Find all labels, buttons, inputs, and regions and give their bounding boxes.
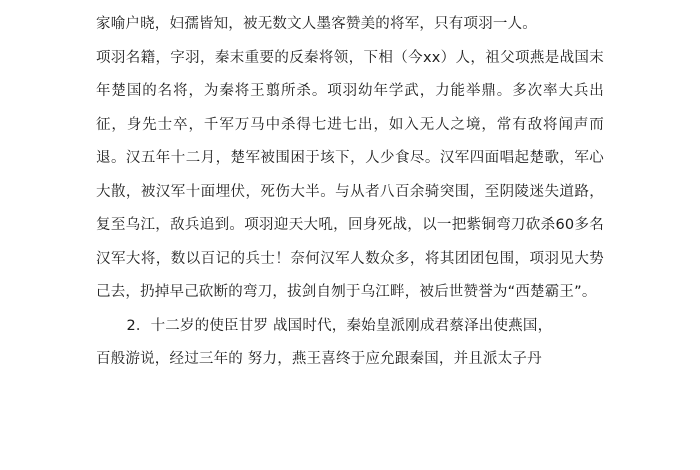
paragraph-clipped: 百般游说，经过三年的 努力，燕王喜终于应允跟秦国，并且派太子丹 <box>96 351 542 367</box>
paragraph: 家喻户晓，妇孺皆知，被无数文人墨客赞美的将军，只有项羽一人。 <box>96 16 537 32</box>
document-body <box>96 8 604 377</box>
paragraph: 2．十二岁的使臣甘罗 战国时代，秦始皇派刚成君蔡泽出使燕国， <box>126 317 553 334</box>
paragraph: 项羽名籍，字羽，秦末重要的反秦将领，下相（今xx）人，祖父项燕是战国末年楚国的名将，为秦将王翦所杀。项羽幼年学武，力能举鼎。多次率大兵出征，身先士卒，千军万马中杀得七进七出，如入无人之境，常有敌将闻声而退。汉五年十二月，楚军被围困于垓下，人少食尽。汉军四面唱起楚歌，军心大散，被汉军十面埋伏，死伤大半。与从者八百余骑突围，至阴陵迷失道路，复至乌江，敌兵追到。项羽迎天大吼，回身死战，以一把紫铜弯刀砍杀60多名汉军大将，数以百记的兵士！奈何汉军人数众多，将其团团包围，项羽见大势己去，扔掉早己砍断的弯刀，拔剑自刎于乌江畔，被后世赞誉为“西楚霸王”。 <box>96 49 604 300</box>
